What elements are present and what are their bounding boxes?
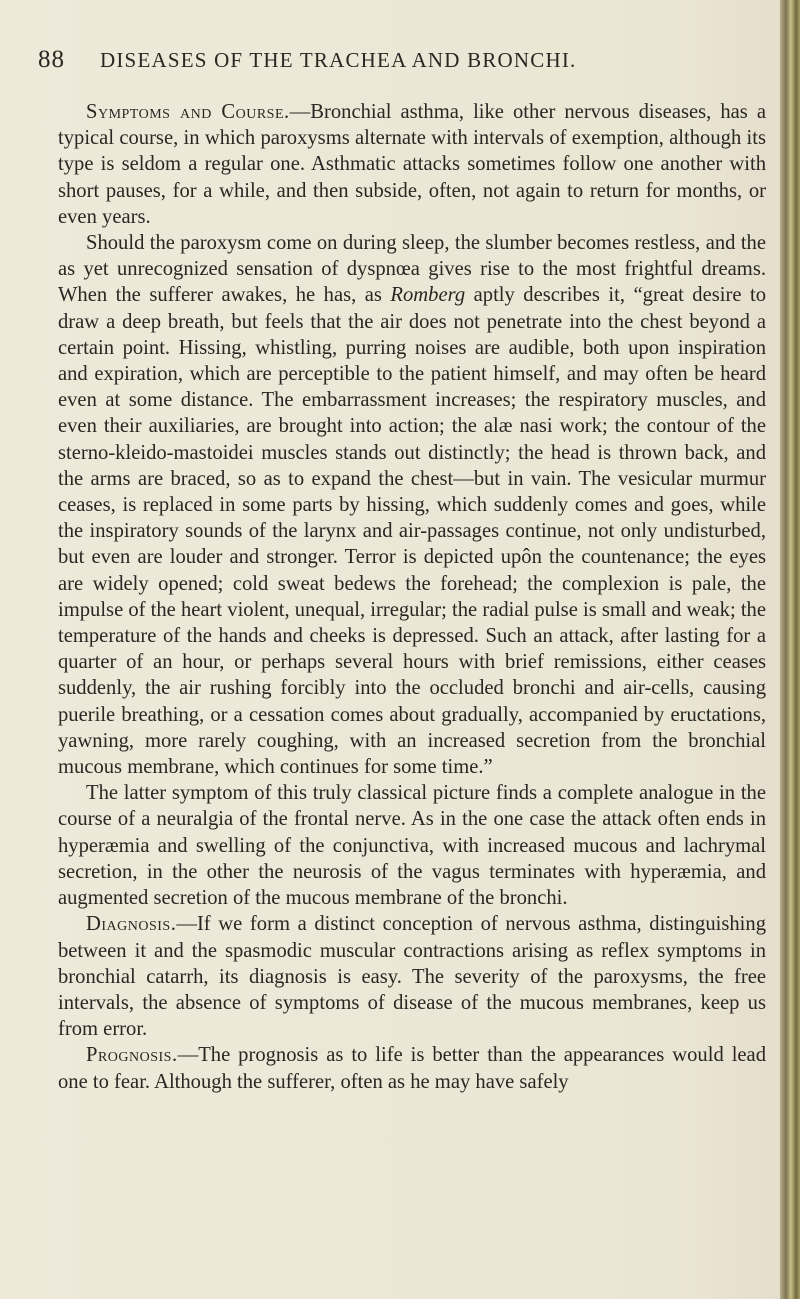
running-head: DISEASES OF THE TRACHEA AND BRONCHI. — [100, 48, 577, 72]
page-number: 88 — [38, 46, 65, 73]
page-header — [38, 46, 678, 86]
paragraph-diagnosis-text: —If we form a distinct conception of nervous asthma, distinguishing between it and the spasmodic muscular contractions arising as reflex symptoms in bronchial catarrh, its diagnosis is easy. The severity of the paroxysms, the free intervals, the absence of symptoms of disease of the mucous membranes, keep us from error. — [58, 913, 766, 1041]
section-heading-diagnosis: Diagnosis. — [86, 913, 177, 936]
paragraph-paroxysm-text-after: aptly describes it, “great desire to draw a deep breath, but feels that the air does not penetrate into the chest beyond a certain point. Hissing, whistling, purring noises are audible, both upon inspiration and expiration, which are perceptible to the patient himself, and may often be heard even at some distance. The embarrassment increases; the respiratory muscles, and even their auxiliaries, are brought into action; the alæ nasi work; the contour of the sterno-kleido-mastoidei muscles stands out distinctly; the head is thrown back, and the arms are braced, so as to expand the chest—but in vain. The vesicular murmur ceases, is replaced in some parts by hissing, which suddenly comes and goes, while the inspiratory sounds of the larynx and air-passages continue, not only undisturbed, but even are louder and stronger. Terror is depicted upôn the countenance; the eyes are widely opened; cold sweat bedews the forehead; the complexion is pale, the impulse of the heart violent, unequal, irregular; the radial pulse is small and weak; the temperature of the hands and cheeks is depressed. Such an attack, after lasting for a quarter of an hour, or perhaps several hours with brief remissions, either ceases suddenly, the air rushing forcibly into the occluded bronchi and air-cells, causing puerile breathing, or a cessation comes about gradually, accompanied by eructations, yawning, more rarely coughing, with an increased secretion from the bronchial mucous membrane, which continues for some time.” — [58, 284, 766, 779]
body-text — [58, 99, 766, 1095]
page-edge-shadow — [780, 0, 800, 1299]
paragraph-diagnosis — [58, 911, 766, 1042]
paragraph-latter-text: The latter symptom of this truly classical picture finds a complete analogue in the course of a neuralgia of the frontal nerve. As in the one case the attack often ends in hyperæmia and swelling of the conjunctiva, with increased mucous and lachrymal secretion, in the other the neurosis of the vagus terminates with hyperæmia, and augmented secretion of the mucous membrane of the bronchi. — [58, 782, 766, 910]
paragraph-symptoms — [58, 99, 766, 230]
paragraph-prognosis — [58, 1042, 766, 1094]
paragraph-paroxysm-text-before: Should the paroxysm come on during sleep, the slumber becomes restless, and the as yet unrecognized sensation of dyspnœa gives rise to the most frightful dreams. When the sufferer awakes, he has, as — [58, 232, 766, 307]
paragraph-prognosis-text: —The prognosis as to life is better than the appearances would lead one to fear. Although the sufferer, often as he may have safely — [58, 1044, 766, 1093]
paragraph-paroxysm — [58, 230, 766, 780]
paragraph-latter — [58, 780, 766, 911]
section-heading-prognosis: Prognosis. — [86, 1044, 178, 1067]
paragraph-symptoms-text: —Bronchial asthma, like other nervous diseases, has a typical course, in which paroxysms alternate with intervals of exemption, although its type is seldom a regular one. Asthmatic attacks sometimes follow one another with short pauses, for a while, and then subside, often, not again to return for months, or even years. — [58, 101, 766, 228]
author-name: Romberg — [390, 284, 466, 307]
section-heading-symptoms: Symptoms and Course. — [86, 101, 290, 123]
